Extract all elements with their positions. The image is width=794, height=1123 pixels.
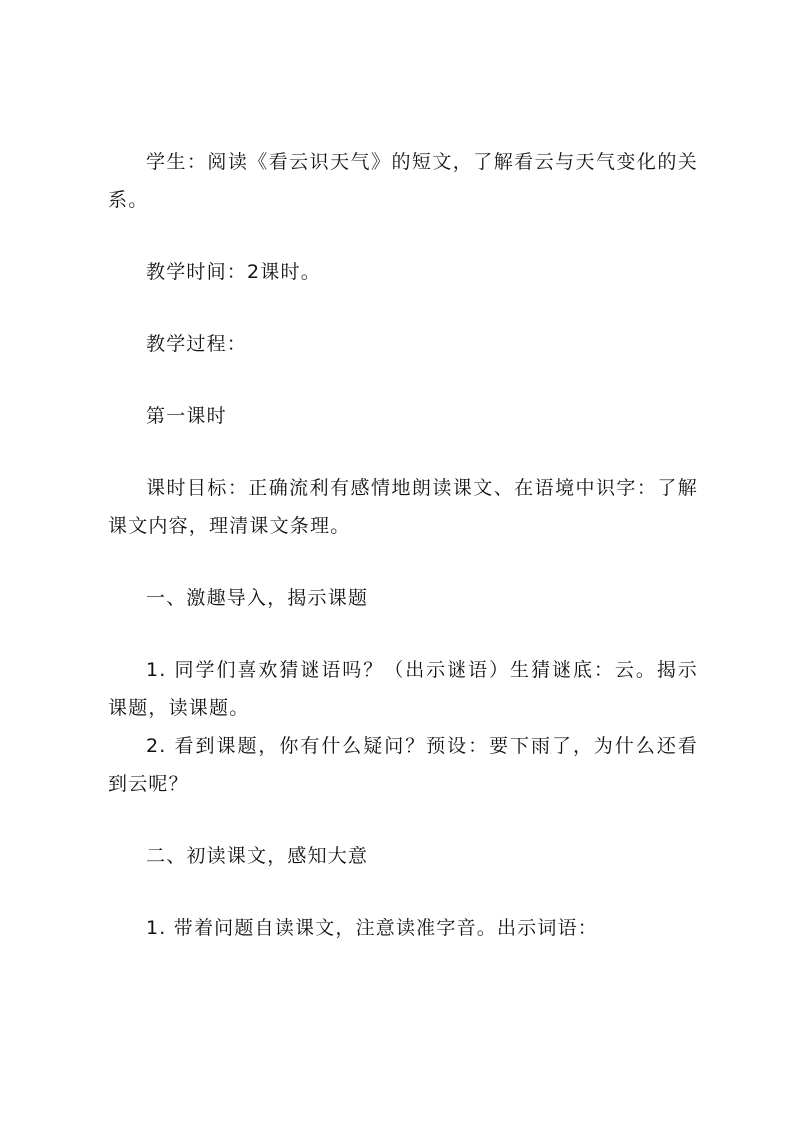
list-item-1: 1. 同学们喜欢猜谜语吗？（出示谜语）生猜谜底：云。揭示课题，读课题。	[108, 659, 698, 719]
paragraph-teaching-time: 教学时间：2课时。	[146, 261, 321, 283]
paragraph-lesson-goal: 课时目标：正确流利有感情地朗读课文、在语境中识字：了解课文内容，理清课文条理。	[108, 477, 698, 537]
list-item-3: 1. 带着问题自读课文，注意读准字音。出示词语：	[146, 917, 598, 939]
paragraph-student-task: 学生：阅读《看云识天气》的短文，了解看云与天气变化的关系。	[108, 151, 698, 211]
list-item-2: 2. 看到课题，你有什么疑问？预设：要下雨了，为什么还看到云呢？	[108, 735, 698, 795]
paragraph-teaching-process: 教学过程：	[146, 333, 248, 355]
section-heading-one: 一、激趣导入，揭示课题	[146, 587, 369, 609]
section-heading-two: 二、初读课文，感知大意	[146, 845, 369, 867]
document-body	[108, 143, 698, 947]
paragraph-first-lesson: 第一课时	[146, 405, 227, 427]
